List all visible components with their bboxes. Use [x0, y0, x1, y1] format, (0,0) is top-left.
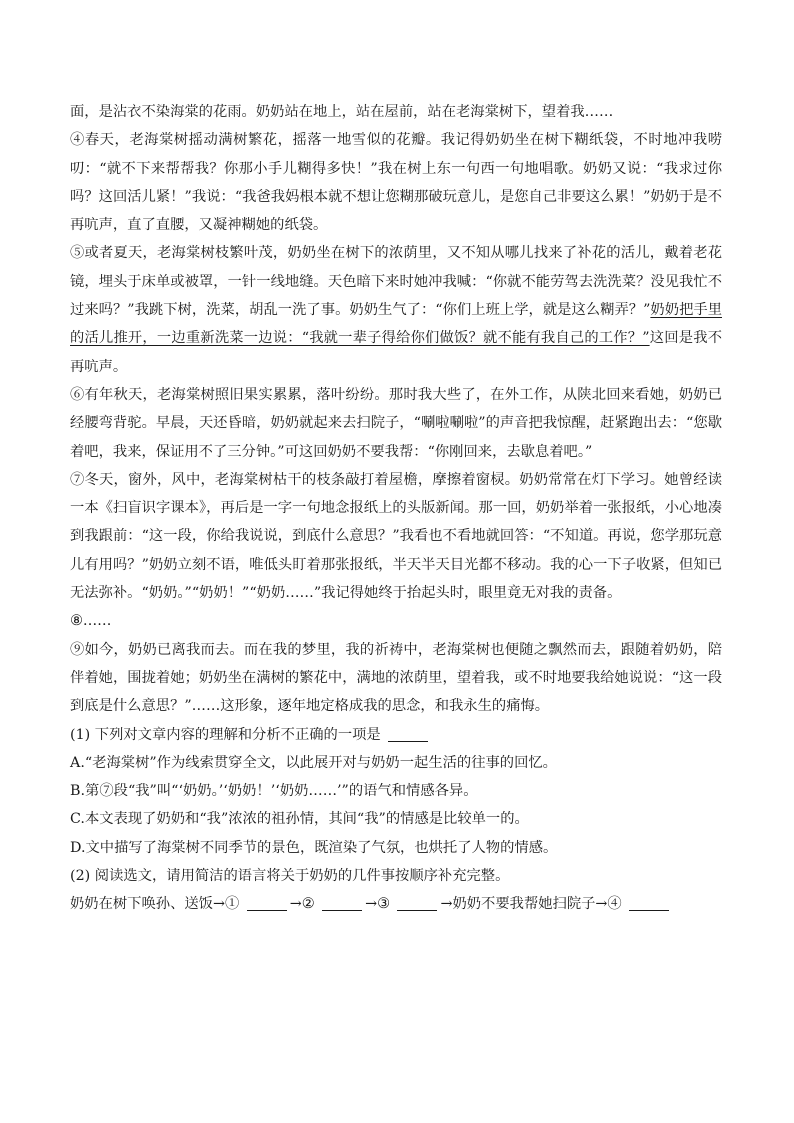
paragraph-p9 [70, 636, 722, 721]
answer-blank[interactable] [388, 725, 428, 742]
paragraph-p-cont [70, 98, 722, 126]
paragraph-p7 [70, 466, 722, 607]
question-1-option-a: A.“老海棠树”作为线索贯穿全文，以此展开对与奶奶一起生活的往事的回忆。 [70, 754, 557, 771]
document-page [70, 98, 722, 919]
question-2-stem: (2) 阅读选文，请用简洁的语言将关于奶奶的几件事按顺序补充完整。 [70, 868, 510, 885]
paragraph-text: ④春天，老海棠树摇动满树繁花，摇落一地雪似的花瓣。我记得奶奶坐在树下糊纸袋，不时地冲我唠叨：“就不下来帮帮我？你那小手儿糊得多快！”我在树上东一句西一句地唱歌。奶奶又说：“我求过你吗？这回活儿紧！”我说：“我爸我妈根本就不想让您糊那破玩意儿，是您自己非要这么累！”奶奶于是不再吭声，直了直腰，又凝神糊她的纸袋。 [70, 132, 722, 234]
paragraph-text: ⑥有年秋天，老海棠树照旧果实累累，落叶纷纷。那时我大些了，在外工作，从陕北回来看她，奶奶已经腰弯背驼。早晨，天还昏暗，奶奶就起来去扫院子，“唰啦唰啦”的声音把我惊醒，赶紧跑出去：“您歇着吧，我来，保证用不了三分钟。”可这回奶奶不要我帮：“你刚回来，去歇息着吧。” [70, 386, 722, 460]
paragraph-text: 面，是沾衣不染海棠的花雨。奶奶站在地上，站在屋前，站在老海棠树下，望着我…… [70, 104, 614, 120]
reading-passage [70, 98, 722, 721]
paragraph-p4 [70, 126, 722, 239]
answer-blank-4[interactable] [629, 894, 669, 911]
paragraph-text: 这回是我不再吭声。 [70, 330, 723, 375]
underlined-sentence: 奶奶把手里的活儿推开，一边重新洗菜一边说：“我就一辈子得给你们做饭？就不能有我自己的工作？” [70, 302, 722, 347]
answer-blank-3[interactable] [397, 894, 437, 911]
paragraph-text: ⑤或者夏天，老海棠树枝繁叶茂，奶奶坐在树下的浓荫里，又不知从哪儿找来了补花的活儿，戴着老花镜，埋头于床单或被罩，一针一线地缝。天色暗下来时她冲我喊：“你就不能劳驾去洗洗菜？没见我忙不过来吗？”我跳下树，洗菜，胡乱一洗了事。奶奶生气了：“你们上班上学，就是这么糊弄？” [70, 245, 722, 319]
question-1-option-d: D.文中描写了海棠树不同季节的景色，既渲染了气氛，也烘托了人物的情感。 [70, 839, 558, 856]
answer-blank-2[interactable] [322, 894, 362, 911]
paragraph-p8 [70, 607, 722, 635]
question-1-option-b: B.第⑦段“我”叫“‘奶奶。’‘奶奶！’‘奶奶……’”的语气和情感各异。 [70, 783, 478, 800]
question-1-option-c: C.本文表现了奶奶和“我”浓浓的祖孙情，其间“我”的情感是比较单一的。 [70, 811, 529, 828]
paragraph-p5 [70, 239, 722, 380]
paragraph-text: ⑦冬天，窗外，风中，老海棠树枯干的枝条敲打着屋檐，摩擦着窗棂。奶奶常常在灯下学习。她曾经读一本《扫盲识字课本》，再后是一字一句地念报纸上的头版新闻。那一回，奶奶举着一张报纸，小心地凑到我跟前：“这一段，你给我说说，到底什么意思？”我看也不看地就回答：“不知道。再说，您学那玩意儿有用吗？”奶奶立刻不语，唯低头盯着那张报纸，半天半天目光都不移动。我的心一下子收紧，但知已无法弥补。“奶奶。”“奶奶！”“奶奶……”我记得她终于抬起头时，眼里竟无对我的责备。 [70, 471, 722, 602]
paragraph-text: ⑧…… [70, 613, 112, 630]
answer-blank-1[interactable] [247, 894, 287, 911]
question-1-stem: (1) 下列对文章内容的理解和分析不正确的一项是 [70, 721, 722, 749]
question-2-sequence: 奶奶在树下唤孙、送饭→① →② →③ →奶奶不要我帮她扫院子→④ [70, 890, 722, 918]
paragraph-text: ⑨如今，奶奶已离我而去。而在我的梦里，我的祈祷中，老海棠树也便随之飘然而去，跟随着奶奶，陪伴着她，围拢着她；奶奶坐在满树的繁花中，满地的浓荫里，望着我，或不时地要我给她说说：“这一段到底是什么意思？”……这形象，逐年地定格成我的思念，和我永生的痛悔。 [70, 641, 722, 715]
paragraph-p6 [70, 381, 722, 466]
